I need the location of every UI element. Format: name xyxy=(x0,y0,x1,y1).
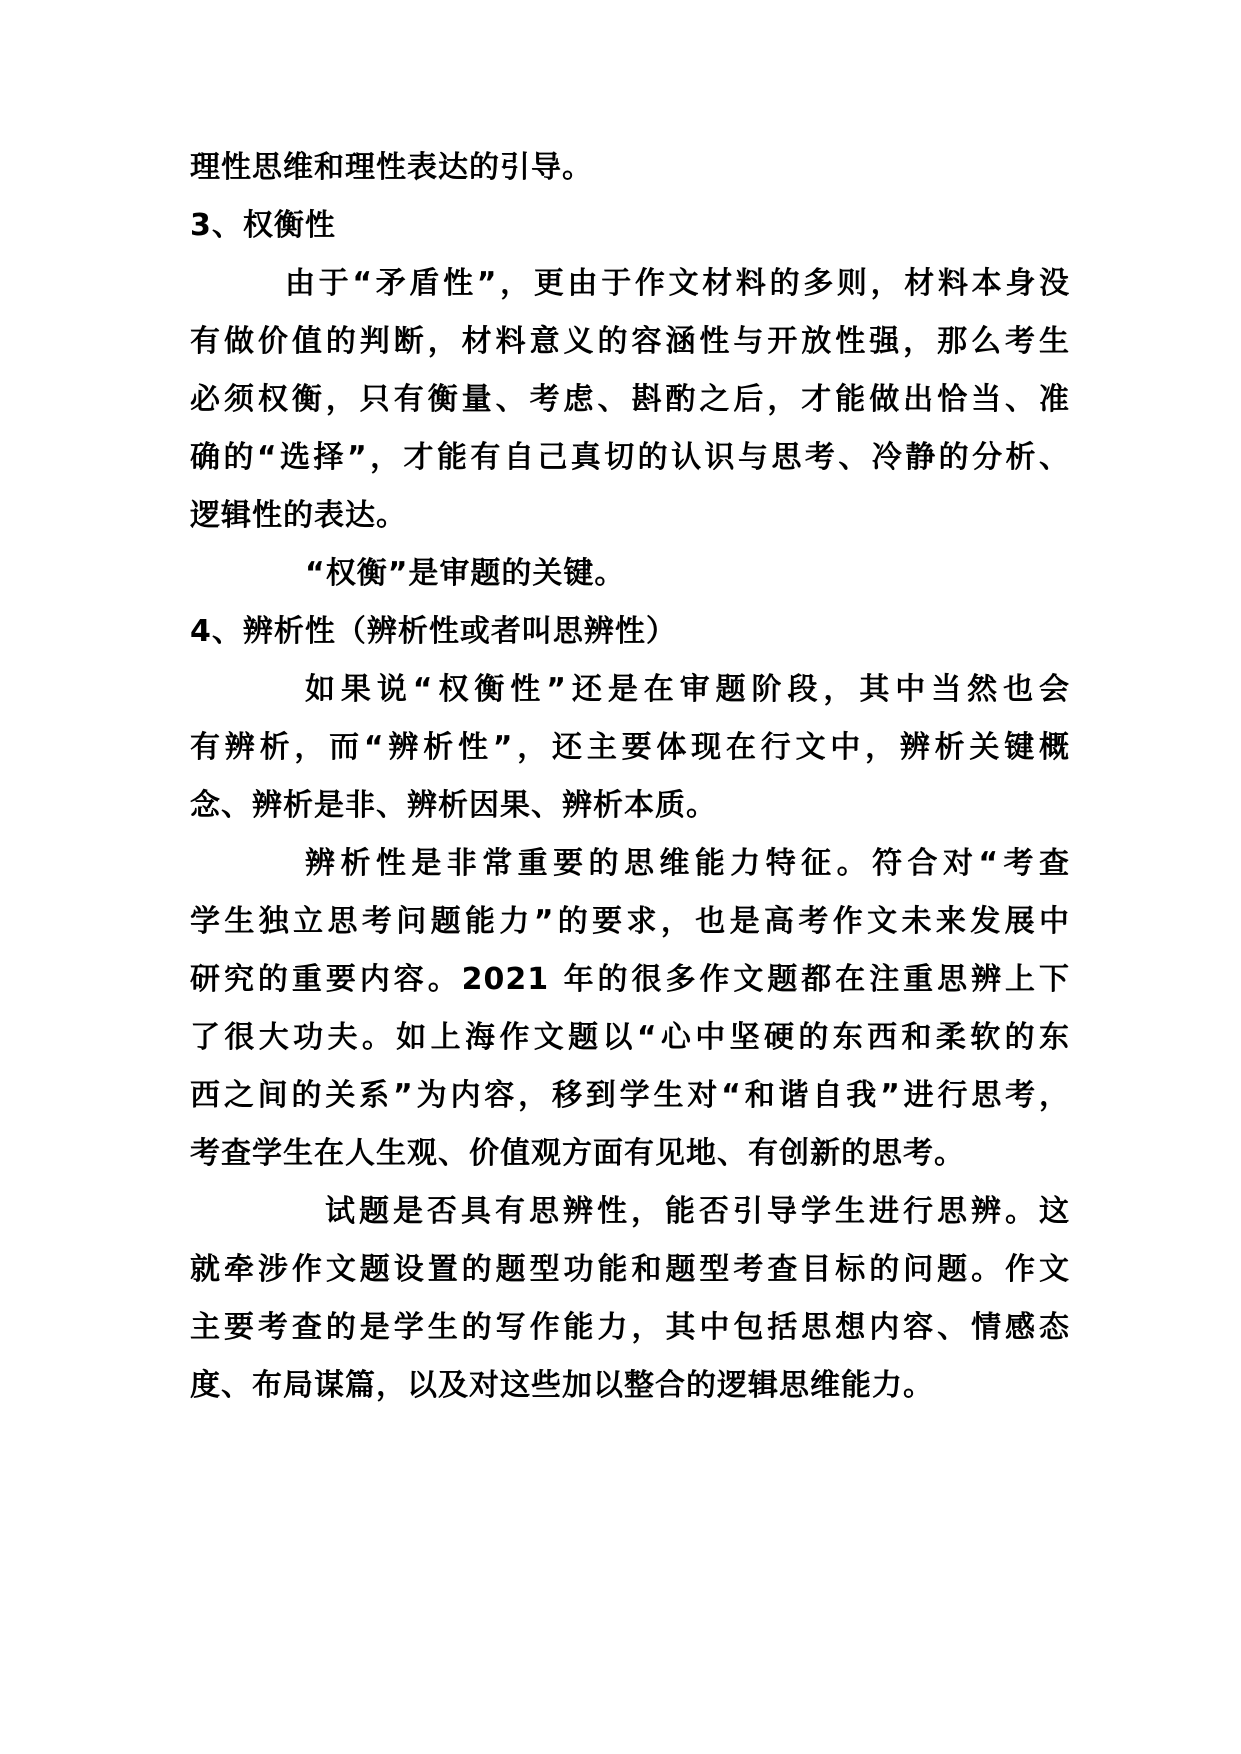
text-line: 逻辑性的表达。 xyxy=(190,498,407,533)
text-line: 西之间的关系”为内容，移到学生对“和谐自我”进行思考， xyxy=(190,1078,1070,1113)
text-line: 学生独立思考问题能力”的要求，也是高考作文未来发展中 xyxy=(190,904,1070,939)
text-line: 主要考查的是学生的写作能力，其中包括思想内容、情感态 xyxy=(190,1310,1070,1345)
text-line: 念、辨析是非、辨析因果、辨析本质。 xyxy=(190,788,717,823)
text-line: 度、布局谋篇，以及对这些加以整合的逻辑思维能力。 xyxy=(190,1368,934,1403)
text-line: 有辨析，而“辨析性”，还主要体现在行文中，辨析关键概 xyxy=(190,730,1070,765)
text-line: “权衡”是审题的关键。 xyxy=(305,556,626,591)
text-line: 理性思维和理性表达的引导。 xyxy=(190,150,593,185)
text-line: 试题是否具有思辨性，能否引导学生进行思辨。这 xyxy=(325,1194,1070,1229)
text-line: 研究的重要内容。2021 年的很多作文题都在注重思辨上下 xyxy=(190,962,1070,997)
section-heading: 3、权衡性 xyxy=(190,208,336,243)
section-heading: 4、辨析性（辨析性或者叫思辨性） xyxy=(190,614,677,649)
text-line: 了很大功夫。如上海作文题以“心中坚硬的东西和柔软的东 xyxy=(190,1020,1070,1055)
text-line: 辨析性是非常重要的思维能力特征。符合对“考查 xyxy=(305,846,1070,881)
text-line: 确的“选择”，才能有自己真切的认识与思考、冷静的分析、 xyxy=(190,440,1070,475)
text-line: 考查学生在人生观、价值观方面有见地、有创新的思考。 xyxy=(190,1136,965,1171)
text-line: 如果说“权衡性”还是在审题阶段，其中当然也会 xyxy=(305,672,1070,707)
text-line: 由于“矛盾性”，更由于作文材料的多则，材料本身没 xyxy=(285,266,1070,301)
text-line: 就牵涉作文题设置的题型功能和题型考查目标的问题。作文 xyxy=(190,1252,1070,1287)
text-line: 有做价值的判断，材料意义的容涵性与开放性强，那么考生 xyxy=(190,324,1070,359)
text-line: 必须权衡，只有衡量、考虑、斟酌之后，才能做出恰当、准 xyxy=(190,382,1070,417)
